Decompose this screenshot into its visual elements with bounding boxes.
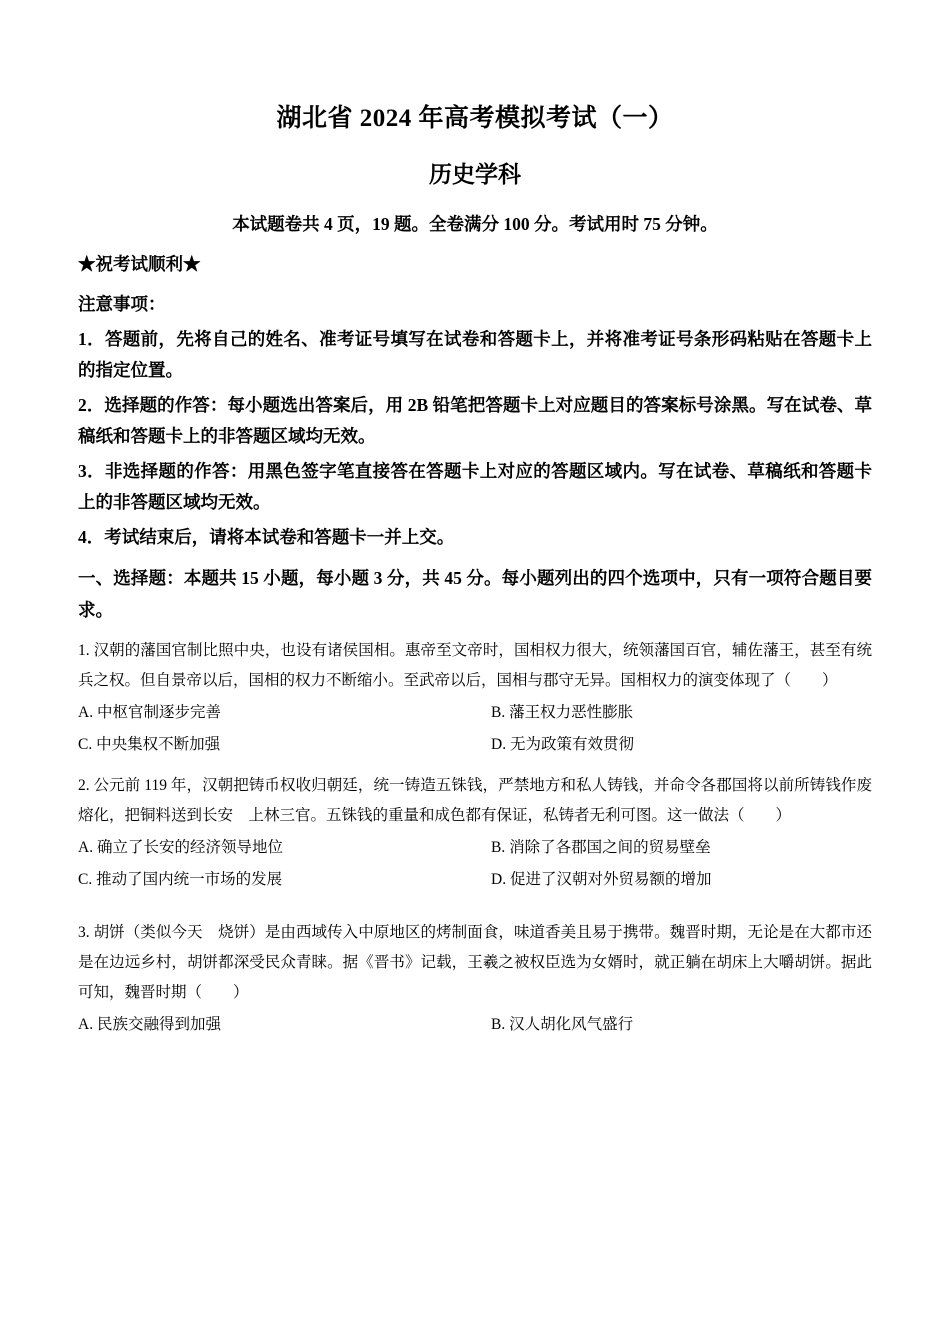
notice-item-4: 4．考试结束后，请将本试卷和答题卡一并上交。 — [78, 527, 455, 548]
question-1-option-d[interactable]: D. 无为政策有效贯彻 — [491, 736, 634, 754]
question-3 — [78, 918, 872, 1041]
question-1-option-a[interactable]: A. 中枢官制逐步完善 — [78, 704, 221, 722]
section-heading-multiple-choice: 一、选择题：本题共 15 小题，每小题 3 分，共 45 分。每小题列出的四个选项中，只有一项符合题目要求。 — [78, 568, 872, 620]
question-3-option-b[interactable]: B. 汉人胡化风气盛行 — [491, 1016, 634, 1034]
question-2-option-d[interactable]: D. 促进了汉朝对外贸易额的增加 — [491, 871, 712, 889]
subject-title: 历史学科 — [429, 161, 521, 187]
question-3-options-row-1 — [78, 1010, 872, 1040]
question-2-option-b[interactable]: B. 消除了各郡国之间的贸易壁垒 — [491, 839, 711, 857]
question-3-option-a[interactable]: A. 民族交融得到加强 — [78, 1016, 221, 1034]
question-1-option-b[interactable]: B. 藩王权力恶性膨胀 — [491, 704, 634, 722]
question-1-options-row-2 — [78, 730, 872, 760]
question-1-options-row-1 — [78, 698, 872, 728]
question-2-stem: 2. 公元前 119 年，汉朝把铸币权收归朝廷，统一铸造五铢钱，严禁地方和私人铸钱，并命令各郡国将以前所铸钱作废熔化，把铜料送到长安 上林三官。五铢钱的重量和成色都有保证，私铸者无利可图。这一做法（ ） — [78, 776, 872, 824]
notice-item-2: 2．选择题的作答：每小题选出答案后，用 2B 铅笔把答题卡上对应题目的答案标号涂黑。写在试卷、草稿纸和答题卡上的非答题区域均无效。 — [78, 394, 872, 446]
question-1 — [78, 636, 872, 761]
notice-item-1: 1．答题前，先将自己的姓名、准考证号填写在试卷和答题卡上，并将准考证号条形码粘贴在答题卡上的指定位置。 — [78, 328, 872, 380]
notice-heading: 注意事项： — [78, 293, 166, 314]
question-2-option-a[interactable]: A. 确立了长安的经济领导地位 — [78, 839, 283, 857]
question-gap-spacer — [78, 902, 872, 908]
page-title: 湖北省 2024 年高考模拟考试（一） — [276, 105, 674, 132]
question-2-options-row-1 — [78, 833, 872, 863]
question-2 — [78, 771, 872, 896]
question-2-options-row-2 — [78, 865, 872, 895]
question-1-stem: 1. 汉朝的藩国官制比照中央，也设有诸侯国相。惠帝至文帝时，国相权力很大，统领藩国百官，辅佐藩王，甚至有统兵之权。但自景帝以后，国相的权力不断缩小。至武帝以后，国相与郡守无异。国相权力的演变体现了（ ） — [78, 641, 872, 689]
question-3-stem: 3. 胡饼（类似今天 烧饼）是由西域传入中原地区的烤制面食，味道香美且易于携带。魏晋时期，无论是在大都市还是在边远乡村，胡饼都深受民众青睐。据《晋书》记载，王羲之被权臣选为女婿时，就正躺在胡床上大嚼胡饼。据此可知，魏晋时期（ ） — [78, 923, 872, 1001]
exam-info: 本试题卷共 4 页，19 题。全卷满分 100 分。考试用时 75 分钟。 — [232, 214, 718, 234]
notice-item-3: 3．非选择题的作答：用黑色签字笔直接答在答题卡上对应的答题区域内。写在试卷、草稿纸和答题卡上的非答题区域均无效。 — [78, 461, 872, 513]
question-2-option-c[interactable]: C. 推动了国内统一市场的发展 — [78, 871, 283, 889]
good-luck-note: ★祝考试顺利★ — [78, 254, 201, 274]
question-1-option-c[interactable]: C. 中央集权不断加强 — [78, 736, 221, 754]
